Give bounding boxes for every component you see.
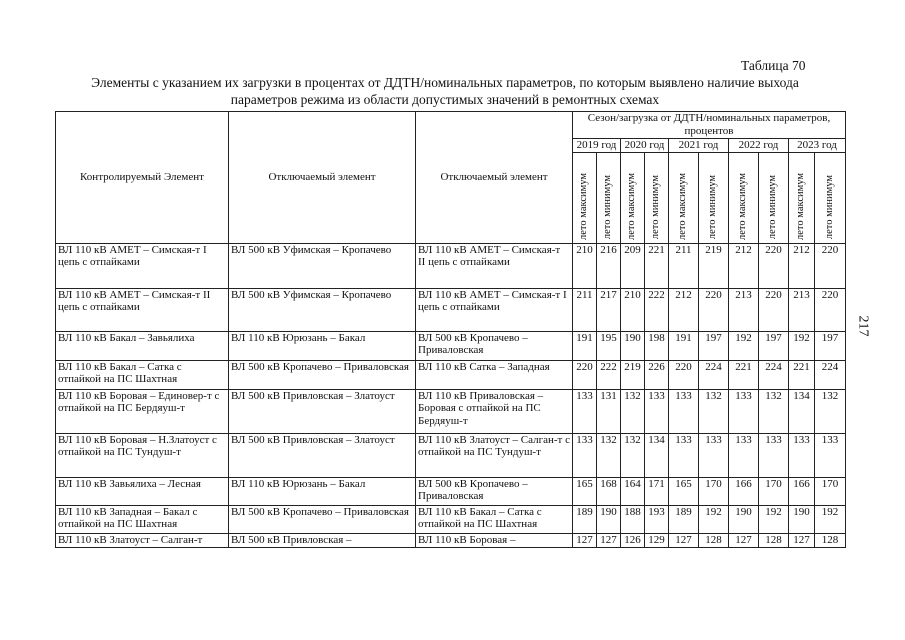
load-value-cell: 210 bbox=[621, 288, 645, 331]
load-value-cell: 192 bbox=[759, 505, 789, 533]
season-subheader-label: лето максимум bbox=[578, 172, 590, 240]
load-value-cell: 133 bbox=[669, 433, 699, 477]
table-row bbox=[56, 243, 846, 288]
disconnected-element-1-cell: ВЛ 500 кВ Привловская – Златоуст bbox=[229, 433, 416, 477]
load-value-cell: 195 bbox=[597, 331, 621, 360]
disconnected-element-2-cell: ВЛ 110 кВ АМЕТ – Симская-т I цепь с отпайками bbox=[416, 288, 573, 331]
disconnected-element-2-cell: ВЛ 500 кВ Кропачево – Приваловская bbox=[416, 331, 573, 360]
season-subheader-label: лето минимум bbox=[823, 175, 835, 240]
load-value-cell: 221 bbox=[789, 360, 815, 389]
load-value-cell: 127 bbox=[573, 533, 597, 547]
load-value-cell: 191 bbox=[573, 331, 597, 360]
table-row bbox=[56, 505, 846, 533]
controlled-element-cell: ВЛ 110 кВ Златоуст – Салган-т bbox=[56, 533, 229, 547]
season-subheader bbox=[789, 152, 815, 243]
load-value-cell: 132 bbox=[621, 433, 645, 477]
table-row bbox=[56, 433, 846, 477]
load-value-cell: 133 bbox=[729, 389, 759, 433]
load-value-cell: 190 bbox=[621, 331, 645, 360]
load-value-cell: 127 bbox=[597, 533, 621, 547]
load-value-cell: 132 bbox=[759, 389, 789, 433]
year-header: 2020 год bbox=[621, 139, 669, 153]
load-value-cell: 165 bbox=[573, 477, 597, 505]
disconnected-element-1-cell: ВЛ 110 кВ Юрюзань – Бакал bbox=[229, 331, 416, 360]
disconnected-element-1-cell: ВЛ 500 кВ Уфимская – Кропачево bbox=[229, 243, 416, 288]
disconnected-element-2-cell: ВЛ 110 кВ Боровая – bbox=[416, 533, 573, 547]
load-value-cell: 134 bbox=[645, 433, 669, 477]
load-value-cell: 132 bbox=[597, 433, 621, 477]
year-header: 2021 год bbox=[669, 139, 729, 153]
season-subheader bbox=[729, 152, 759, 243]
load-value-cell: 219 bbox=[621, 360, 645, 389]
season-subheader-label: лето максимум bbox=[795, 172, 807, 240]
load-value-cell: 197 bbox=[699, 331, 729, 360]
load-value-cell: 209 bbox=[621, 243, 645, 288]
season-subheader-label: лето минимум bbox=[602, 175, 614, 240]
table-title: Элементы с указанием их загрузки в процентах от ДДТН/номинальных параметров, по которым выявлено наличие выхода параметров режима из области допустимых значений в ремонтных схемах bbox=[91, 75, 799, 107]
load-value-cell: 133 bbox=[669, 389, 699, 433]
disconnected-element-2-cell: ВЛ 110 кВ Бакал – Сатка с отпайкой на ПС Шахтная bbox=[416, 505, 573, 533]
load-value-cell: 220 bbox=[759, 288, 789, 331]
load-value-cell: 127 bbox=[729, 533, 759, 547]
load-value-cell: 170 bbox=[699, 477, 729, 505]
load-value-cell: 211 bbox=[669, 243, 699, 288]
load-value-cell: 211 bbox=[573, 288, 597, 331]
load-value-cell: 224 bbox=[815, 360, 846, 389]
load-value-cell: 132 bbox=[699, 389, 729, 433]
load-value-cell: 221 bbox=[645, 243, 669, 288]
disconnected-element-1-cell: ВЛ 500 кВ Привловская – Златоуст bbox=[229, 389, 416, 433]
load-value-cell: 189 bbox=[669, 505, 699, 533]
load-value-cell: 166 bbox=[729, 477, 759, 505]
load-value-cell: 224 bbox=[699, 360, 729, 389]
year-header: 2019 год bbox=[573, 139, 621, 153]
disconnected-element-2-cell: ВЛ 110 кВ АМЕТ – Симская-т II цепь с отпайками bbox=[416, 243, 573, 288]
load-table bbox=[55, 111, 846, 548]
load-value-cell: 217 bbox=[597, 288, 621, 331]
season-subheader bbox=[621, 152, 645, 243]
load-value-cell: 166 bbox=[789, 477, 815, 505]
disconnected-element-2-cell: ВЛ 110 кВ Златоуст – Салган-т с отпайкой на ПС Тундуш-т bbox=[416, 433, 573, 477]
disconnected-element-2-cell: ВЛ 500 кВ Кропачево – Приваловская bbox=[416, 477, 573, 505]
load-value-cell: 170 bbox=[759, 477, 789, 505]
season-subheader-label: лето минимум bbox=[707, 175, 719, 240]
load-value-cell: 220 bbox=[699, 288, 729, 331]
load-value-cell: 189 bbox=[573, 505, 597, 533]
load-value-cell: 171 bbox=[645, 477, 669, 505]
disconnected-element-1-cell: ВЛ 500 кВ Кропачево – Приваловская bbox=[229, 505, 416, 533]
load-value-cell: 133 bbox=[729, 433, 759, 477]
load-value-cell: 193 bbox=[645, 505, 669, 533]
load-value-cell: 128 bbox=[699, 533, 729, 547]
load-value-cell: 222 bbox=[645, 288, 669, 331]
season-subheader bbox=[759, 152, 789, 243]
load-value-cell: 188 bbox=[621, 505, 645, 533]
load-value-cell: 197 bbox=[815, 331, 846, 360]
load-value-cell: 165 bbox=[669, 477, 699, 505]
season-subheader-label: лето минимум bbox=[767, 175, 779, 240]
load-value-cell: 224 bbox=[759, 360, 789, 389]
load-value-cell: 133 bbox=[699, 433, 729, 477]
load-value-cell: 192 bbox=[789, 331, 815, 360]
load-value-cell: 192 bbox=[699, 505, 729, 533]
header-controlled: Контролируемый Элемент bbox=[56, 112, 229, 244]
load-value-cell: 190 bbox=[789, 505, 815, 533]
load-value-cell: 131 bbox=[597, 389, 621, 433]
table-row bbox=[56, 360, 846, 389]
season-subheader-label: лето максимум bbox=[677, 172, 689, 240]
load-value-cell: 133 bbox=[815, 433, 846, 477]
load-value-cell: 129 bbox=[645, 533, 669, 547]
load-value-cell: 212 bbox=[729, 243, 759, 288]
table-number: Таблица 70 bbox=[741, 58, 806, 73]
controlled-element-cell: ВЛ 110 кВ Боровая – Н.Златоуст с отпайкой на ПС Тундуш-т bbox=[56, 433, 229, 477]
controlled-element-cell: ВЛ 110 кВ Боровая – Единовер-т с отпайкой на ПС Бердяуш-т bbox=[56, 389, 229, 433]
load-value-cell: 126 bbox=[621, 533, 645, 547]
load-value-cell: 198 bbox=[645, 331, 669, 360]
disconnected-element-1-cell: ВЛ 500 кВ Привловская – bbox=[229, 533, 416, 547]
disconnected-element-2-cell: ВЛ 110 кВ Приваловская – Боровая с отпайкой на ПС Бердяуш-т bbox=[416, 389, 573, 433]
load-value-cell: 220 bbox=[759, 243, 789, 288]
load-value-cell: 127 bbox=[669, 533, 699, 547]
season-subheader bbox=[815, 152, 846, 243]
load-value-cell: 220 bbox=[815, 288, 846, 331]
header-disconnected-2: Отключаемый элемент bbox=[416, 112, 573, 244]
table-header bbox=[56, 112, 846, 244]
load-value-cell: 133 bbox=[573, 433, 597, 477]
table-row bbox=[56, 331, 846, 360]
load-value-cell: 133 bbox=[759, 433, 789, 477]
load-value-cell: 212 bbox=[669, 288, 699, 331]
load-value-cell: 216 bbox=[597, 243, 621, 288]
controlled-element-cell: ВЛ 110 кВ АМЕТ – Симская-т II цепь с отпайками bbox=[56, 288, 229, 331]
header-disconnected-1: Отключаемый элемент bbox=[229, 112, 416, 244]
load-value-cell: 226 bbox=[645, 360, 669, 389]
year-header: 2022 год bbox=[729, 139, 789, 153]
load-value-cell: 221 bbox=[729, 360, 759, 389]
controlled-element-cell: ВЛ 110 кВ Завьялиха – Лесная bbox=[56, 477, 229, 505]
load-value-cell: 168 bbox=[597, 477, 621, 505]
table-row bbox=[56, 477, 846, 505]
load-value-cell: 133 bbox=[573, 389, 597, 433]
disconnected-element-1-cell: ВЛ 110 кВ Юрюзань – Бакал bbox=[229, 477, 416, 505]
controlled-element-cell: ВЛ 110 кВ Западная – Бакал с отпайкой на ПС Шахтная bbox=[56, 505, 229, 533]
disconnected-element-2-cell: ВЛ 110 кВ Сатка – Западная bbox=[416, 360, 573, 389]
load-value-cell: 190 bbox=[729, 505, 759, 533]
season-subheader bbox=[645, 152, 669, 243]
load-value-cell: 133 bbox=[789, 433, 815, 477]
controlled-element-cell: ВЛ 110 кВ АМЕТ – Симская-т I цепь с отпайками bbox=[56, 243, 229, 288]
controlled-element-cell: ВЛ 110 кВ Бакал – Завьялиха bbox=[56, 331, 229, 360]
load-value-cell: 128 bbox=[759, 533, 789, 547]
load-value-cell: 219 bbox=[699, 243, 729, 288]
season-subheader bbox=[699, 152, 729, 243]
load-value-cell: 170 bbox=[815, 477, 846, 505]
table-row bbox=[56, 389, 846, 433]
load-value-cell: 133 bbox=[645, 389, 669, 433]
controlled-element-cell: ВЛ 110 кВ Бакал – Сатка с отпайкой на ПС Шахтная bbox=[56, 360, 229, 389]
disconnected-element-1-cell: ВЛ 500 кВ Уфимская – Кропачево bbox=[229, 288, 416, 331]
season-subheader bbox=[669, 152, 699, 243]
load-value-cell: 132 bbox=[815, 389, 846, 433]
load-value-cell: 191 bbox=[669, 331, 699, 360]
load-value-cell: 212 bbox=[789, 243, 815, 288]
load-value-cell: 164 bbox=[621, 477, 645, 505]
header-season: Сезон/загрузка от ДДТН/номинальных параметров, процентов bbox=[573, 112, 846, 139]
load-value-cell: 127 bbox=[789, 533, 815, 547]
load-value-cell: 192 bbox=[729, 331, 759, 360]
page-number: 217 bbox=[855, 315, 871, 337]
load-value-cell: 128 bbox=[815, 533, 846, 547]
load-value-cell: 220 bbox=[669, 360, 699, 389]
load-value-cell: 220 bbox=[573, 360, 597, 389]
table-row bbox=[56, 533, 846, 547]
load-value-cell: 213 bbox=[789, 288, 815, 331]
season-subheader-label: лето минимум bbox=[650, 175, 662, 240]
table-row bbox=[56, 288, 846, 331]
load-value-cell: 220 bbox=[815, 243, 846, 288]
load-value-cell: 210 bbox=[573, 243, 597, 288]
load-value-cell: 197 bbox=[759, 331, 789, 360]
disconnected-element-1-cell: ВЛ 500 кВ Кропачево – Приваловская bbox=[229, 360, 416, 389]
year-header: 2023 год bbox=[789, 139, 846, 153]
load-value-cell: 134 bbox=[789, 389, 815, 433]
load-value-cell: 192 bbox=[815, 505, 846, 533]
load-value-cell: 213 bbox=[729, 288, 759, 331]
season-subheader-label: лето максимум bbox=[626, 172, 638, 240]
load-value-cell: 132 bbox=[621, 389, 645, 433]
table-body bbox=[56, 243, 846, 547]
load-value-cell: 222 bbox=[597, 360, 621, 389]
season-subheader bbox=[597, 152, 621, 243]
load-value-cell: 190 bbox=[597, 505, 621, 533]
season-subheader-label: лето максимум bbox=[737, 172, 749, 240]
season-subheader bbox=[573, 152, 597, 243]
